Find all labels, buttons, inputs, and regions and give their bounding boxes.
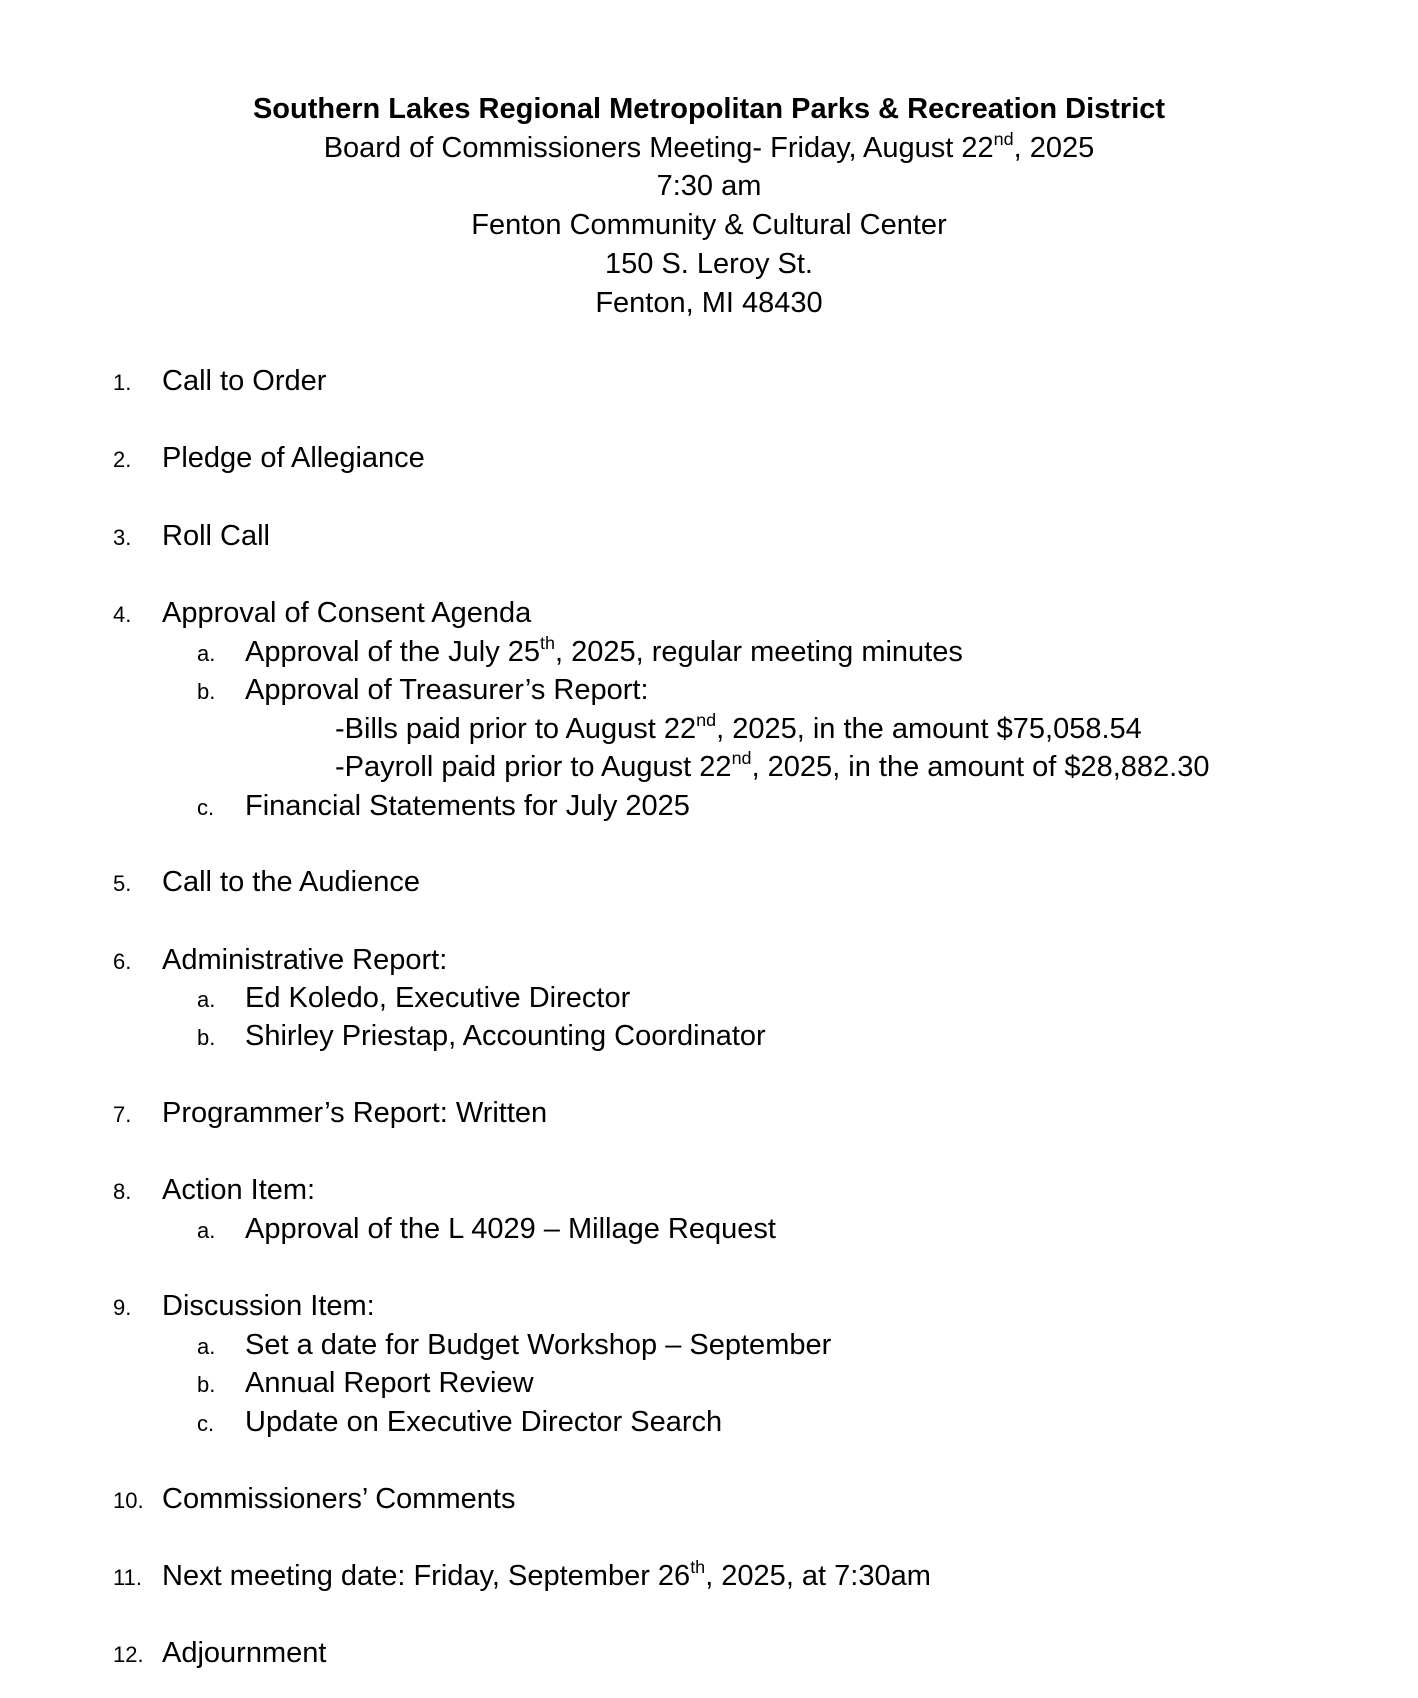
- agenda-item-text-part: , 2025, at 7:30am: [705, 1560, 931, 1592]
- agenda-item-number: 4.: [113, 602, 132, 627]
- agenda-detail-text-part: , 2025, in the amount of $28,882.30: [751, 751, 1210, 783]
- agenda-item-number: 11.: [113, 1565, 142, 1590]
- agenda-detail-text: [335, 749, 1209, 785]
- agenda-subitem-letter: c.: [197, 1411, 215, 1436]
- agenda-item-text: Approval of Consent Agenda: [162, 597, 532, 629]
- meeting-street: 150 S. Leroy St.: [605, 247, 813, 280]
- meeting-city: Fenton, MI 48430: [595, 286, 823, 319]
- agenda-subitem-letter: b.: [197, 1025, 216, 1050]
- meeting-venue: Fenton Community & Cultural Center: [471, 209, 947, 242]
- agenda-item-text: Discussion Item:: [162, 1290, 375, 1322]
- agenda-subitem-letter: a.: [197, 1334, 216, 1359]
- agenda-item-text: Administrative Report:: [162, 944, 448, 976]
- agenda-item-number: 5.: [113, 871, 132, 896]
- agenda-item-text: Pledge of Allegiance: [162, 442, 425, 474]
- agenda-subitem-text: Financial Statements for July 2025: [245, 790, 690, 822]
- meeting-title-suffix: nd: [993, 129, 1014, 150]
- meeting-title: [0, 129, 1418, 168]
- meeting-title-text: Board of Commissioners Meeting- Friday, August 22: [323, 131, 994, 164]
- agenda-subitem-text: Shirley Priestap, Accounting Coordinator: [245, 1020, 766, 1052]
- agenda-item-number: 9.: [113, 1295, 132, 1320]
- agenda-item-number: 6.: [113, 949, 132, 974]
- agenda-item-number: 10.: [113, 1488, 144, 1513]
- agenda-subitem-text: Update on Executive Director Search: [245, 1406, 723, 1438]
- agenda-item-text: Call to the Audience: [162, 866, 420, 898]
- agenda-subitem-letter: b.: [197, 1372, 216, 1397]
- agenda-subitem-letter: c.: [197, 795, 215, 820]
- agenda-subitem-text: [245, 634, 963, 670]
- agenda-detail-text-part: , 2025, in the amount $75,058.54: [716, 713, 1142, 745]
- agenda-subitem-text-part: , 2025, regular meeting minutes: [555, 636, 963, 668]
- agenda-item-text: Action Item:: [162, 1174, 316, 1206]
- agenda-item-text: Call to Order: [162, 365, 327, 397]
- ordinal-suffix: th: [690, 1557, 706, 1578]
- agenda-subitem-text: Set a date for Budget Workshop – September: [245, 1329, 832, 1361]
- agenda-detail-text-part: -Bills paid prior to August 22: [335, 713, 697, 745]
- agenda-item-text-part: Next meeting date: Friday, September 26: [162, 1560, 691, 1592]
- agenda-subitem-text-part: Approval of the July 25: [245, 636, 541, 668]
- meeting-time: 7:30 am: [656, 170, 762, 203]
- agenda-item-number: 8.: [113, 1179, 132, 1204]
- agenda-item-number: 7.: [113, 1102, 132, 1127]
- agenda-subitem-letter: a.: [197, 987, 216, 1012]
- meeting-title-year: , 2025: [1013, 131, 1095, 164]
- agenda-subitem-letter: a.: [197, 1218, 216, 1243]
- agenda-item-text: [162, 1558, 931, 1594]
- agenda-subitem-text: Approval of the L 4029 – Millage Request: [245, 1213, 776, 1245]
- agenda-subitem-letter: b.: [197, 679, 216, 704]
- agenda-item-text: Adjournment: [162, 1637, 327, 1669]
- agenda-detail-text: [335, 711, 1142, 747]
- agenda-subitem-letter: a.: [197, 641, 216, 666]
- ordinal-suffix: th: [540, 633, 556, 654]
- organization-name: Southern Lakes Regional Metropolitan Parks & Recreation District: [252, 93, 1166, 125]
- agenda-subitem-text: Approval of Treasurer’s Report:: [245, 674, 649, 706]
- agenda-subitem-text: Ed Koledo, Executive Director: [245, 982, 631, 1014]
- agenda-item-number: 12.: [113, 1642, 144, 1667]
- agenda-item-number: 2.: [113, 447, 132, 472]
- agenda-item-number: 3.: [113, 525, 132, 550]
- agenda-item-number: 1.: [113, 370, 132, 395]
- agenda-subitem-text: Annual Report Review: [245, 1367, 534, 1399]
- agenda-item-text: Roll Call: [162, 520, 270, 552]
- ordinal-suffix: nd: [731, 748, 752, 769]
- ordinal-suffix: nd: [696, 710, 717, 731]
- agenda-detail-text-part: -Payroll paid prior to August 22: [335, 751, 732, 783]
- document-header: [0, 90, 1418, 322]
- agenda-item-text: Commissioners’ Comments: [162, 1483, 516, 1515]
- agenda-item-text: Programmer’s Report: Written: [162, 1097, 548, 1129]
